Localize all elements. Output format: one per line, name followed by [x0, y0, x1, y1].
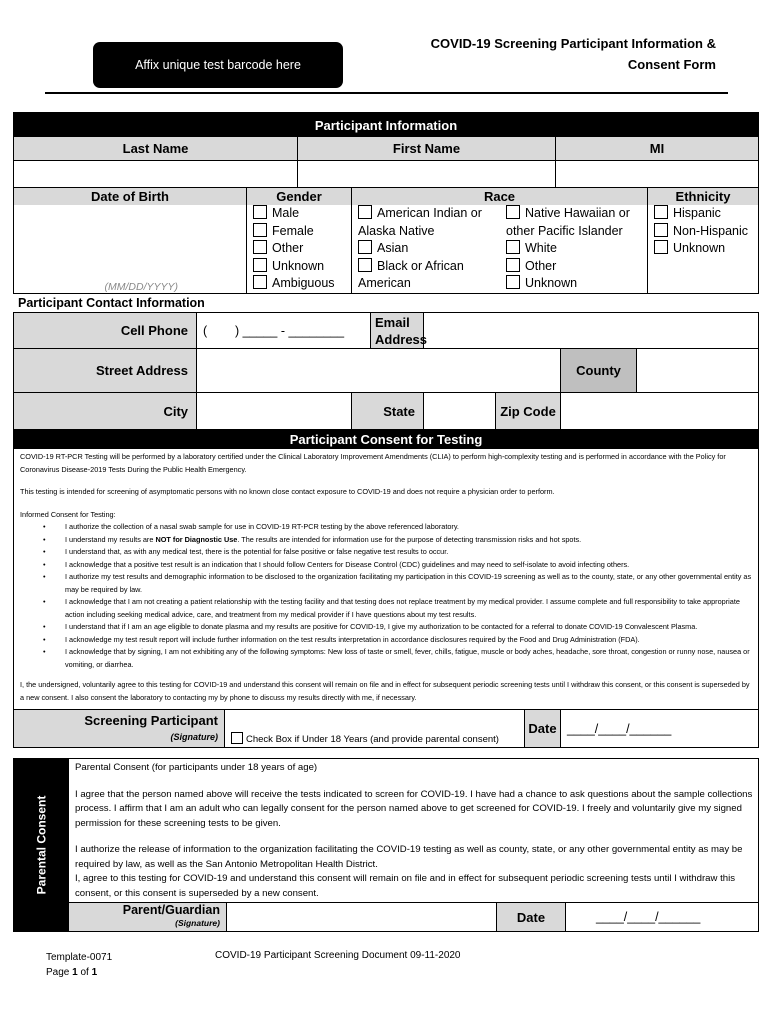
participant-date-field[interactable]: ____/____/______	[567, 721, 672, 736]
contact-info-table	[13, 312, 759, 430]
cell-phone-field[interactable]: ( ) _____ - ________	[197, 313, 371, 349]
city-field[interactable]	[197, 393, 352, 429]
contact-info-heading: Participant Contact Information	[18, 296, 205, 310]
gender-header: Gender	[247, 188, 352, 205]
race-options-col2	[506, 205, 648, 293]
dob-hint: (MM/DD/YYYY)	[104, 281, 178, 293]
email-label: Email Address	[371, 313, 424, 349]
list-item: • I acknowledge my test result report will include further information on the test results interpretation in accordance disclosures required by the Food and Drug Administration (FDA).	[65, 634, 754, 647]
race-options-col1	[358, 205, 506, 293]
form-title-line1: COVID-19 Screening Participant Information &	[430, 36, 716, 51]
consent-text	[20, 451, 754, 704]
race-option-asian[interactable]: Asian	[358, 240, 506, 258]
ethnicity-header: Ethnicity	[648, 188, 758, 205]
template-id: Template-0071	[46, 952, 113, 963]
checkbox[interactable]	[253, 223, 267, 237]
ethnicity-options	[654, 205, 758, 293]
gender-option-female[interactable]: Female	[253, 223, 351, 241]
dob-header: Date of Birth	[14, 188, 247, 205]
checkbox[interactable]	[253, 275, 267, 289]
participant-signature-row	[14, 709, 758, 747]
parental-para-1: I agree that the person named above will receive the tests indicated to screen for COVID-19. I have had a chance to ask questions about the sample collections process. I affirm that I am an adult who can legally consent for the person named above to get screened for COVID-19. I freely and voluntarily give my signed permission for these screening tests to be given.	[75, 788, 753, 829]
ethnicity-option-non-hispanic[interactable]: Non-Hispanic	[654, 223, 758, 241]
parental-consent-section	[13, 758, 759, 932]
list-item: • I acknowledge that a positive test result is an indication that I should follow Centers for Disease Control (CDC) guidelines and may need to self-isolate to avoid infecting others.	[65, 559, 754, 572]
state-field[interactable]	[424, 393, 496, 429]
county-field[interactable]	[637, 349, 758, 393]
last-name-header: Last Name	[14, 137, 298, 161]
gender-option-ambiguous[interactable]: Ambiguous	[253, 275, 351, 293]
list-item: • I understand that if I am an age eligible to donate plasma and my results are positive for COVID-19, I give my authorization to be contacted for a referral to donate COVID-19 Convalescent Plasma.	[65, 621, 754, 634]
parental-para-2: I authorize the release of information to the organization facilitating the COVID-19 testing as well as county, state, or any other governmental entity as may be required by law, as well as the San Antonio Metropolitan Health District.	[75, 844, 743, 870]
under-18-checkbox[interactable]	[231, 732, 243, 744]
county-label: County	[561, 349, 637, 393]
race-option-native-hawaiian[interactable]: Native Hawaiian or	[506, 205, 647, 223]
race-option-american-indian-cont: Alaska Native	[358, 223, 435, 238]
parental-signature-label: Parent/Guardian (Signature)	[69, 903, 227, 931]
consent-para-screening: This testing is intended for screening of asymptomatic persons with no known close contact exposure to COVID-19 and does not require a physician order to perform.	[20, 487, 555, 496]
gender-option-other[interactable]: Other	[253, 240, 351, 258]
participant-info-header: Participant Information	[14, 113, 758, 137]
race-option-american-indian[interactable]: American Indian or	[358, 205, 506, 223]
footer-document-name: COVID-19 Participant Screening Document 09-11-2020	[215, 950, 461, 961]
dob-field[interactable]	[14, 205, 247, 293]
zip-label: Zip Code	[496, 393, 561, 429]
race-option-other[interactable]: Other	[506, 258, 647, 276]
street-address-label: Street Address	[14, 349, 197, 393]
parental-signature-row	[69, 902, 758, 931]
gender-option-unknown[interactable]: Unknown	[253, 258, 351, 276]
race-option-native-hawaiian-cont: other Pacific Islander	[506, 223, 623, 238]
state-label: State	[352, 393, 424, 429]
list-item: • I understand my results are NOT for Diagnostic Use. The results are intended for information use for the purpose of detecting transmission risks and hot spots.	[65, 534, 754, 547]
first-name-header: First Name	[298, 137, 556, 161]
barcode-placeholder	[93, 42, 343, 88]
parental-date-field[interactable]: ____/____/______	[596, 910, 701, 924]
race-header: Race	[352, 188, 648, 205]
participant-date-label: Date	[525, 710, 561, 747]
gender-option-male[interactable]: Male	[253, 205, 351, 223]
consent-para-clia: COVID-19 RT-PCR Testing will be performed by a laboratory certified under the Clinical Laboratory Improvement Amendments (CLIA) to perform high-complexity testing and is performed in accordance with the Policy for Coronavirus Disease-2019 Tests During the Public Health Emergency.	[20, 452, 726, 474]
city-label: City	[14, 393, 197, 429]
race-option-black[interactable]: Black or African	[358, 258, 506, 276]
participant-info-table	[13, 112, 759, 294]
list-item: • I acknowledge that by signing, I am not exhibiting any of the following symptoms: New loss of taste or smell, fever, chills, fatigue, muscle or body aches, headache, sore throat, congestion or runny nose, nausea or vomiting, or diarrhea.	[65, 646, 754, 671]
parental-consent-sidebar	[14, 759, 69, 931]
parental-date-label: Date	[497, 903, 566, 931]
ethnicity-option-hispanic[interactable]: Hispanic	[654, 205, 758, 223]
parental-para-3: I, agree to this testing for COVID-19 and understand this consent will remain on file and in effect for subsequent periodic screening tests until I withdraw this consent, or this consent is superseded by a new consent.	[75, 873, 736, 899]
gender-options	[253, 205, 352, 293]
mi-field[interactable]	[556, 161, 758, 188]
race-option-white[interactable]: White	[506, 240, 647, 258]
last-name-field[interactable]	[14, 161, 298, 188]
race-option-black-cont: American	[358, 276, 411, 290]
list-item: • I authorize the collection of a nasal swab sample for use in COVID-19 RT-PCR testing by the above referenced laboratory.	[65, 521, 754, 534]
parental-consent-text	[75, 761, 755, 901]
parental-heading: Parental Consent (for participants under 18 years of age)	[75, 762, 318, 773]
email-field[interactable]	[424, 313, 758, 349]
form-title-line2: Consent Form	[627, 57, 716, 72]
mi-header: MI	[556, 137, 758, 161]
list-item: • I acknowledge that I am not creating a patient relationship with the testing facility and that testing does not replace treatment by my medical provider. I assume complete and full responsibility to take appropriate action including seeking medical advice, care, and treatment from my medical provider if I have questions about my test results.	[65, 596, 754, 621]
under-18-checkbox-row[interactable]: Check Box if Under 18 Years (and provide parental consent)	[231, 732, 499, 745]
consent-header: Participant Consent for Testing	[14, 430, 758, 449]
list-item: • I understand that, as with any medical test, there is the potential for false positive or false negative test results to occur.	[65, 546, 754, 559]
informed-consent-label: Informed Consent for Testing:	[20, 509, 116, 519]
header-divider	[45, 92, 728, 94]
barcode-label: Affix unique test barcode here	[135, 58, 301, 72]
consent-section	[13, 430, 759, 748]
participant-signature-field[interactable]	[225, 710, 525, 747]
checkbox[interactable]	[253, 240, 267, 254]
cell-phone-label: Cell Phone	[14, 313, 197, 349]
checkbox[interactable]	[253, 258, 267, 272]
consent-closing: I, the undersigned, voluntarily agree to this testing for COVID-19 and understand this consent will remain on file and in effect for subsequent periodic screening tests until I withdraw this consent, or this consent is superseded by a new consent. I also consent the laboratory to contacting my by phone to discuss my results directly with me, if necessary.	[20, 680, 750, 702]
footer-left	[46, 950, 112, 980]
participant-signature-label: Screening Participant (Signature)	[14, 710, 225, 747]
parental-consent-side-label: Parental Consent	[34, 795, 49, 895]
checkbox[interactable]	[253, 205, 267, 219]
page-number: Page 1 of 1	[46, 967, 98, 978]
consent-bullets	[65, 521, 754, 671]
first-name-field[interactable]	[298, 161, 556, 188]
parental-signature-field[interactable]	[227, 903, 497, 931]
street-address-field[interactable]	[197, 349, 561, 393]
form-title	[431, 33, 716, 75]
ethnicity-option-unknown[interactable]: Unknown	[654, 240, 758, 258]
list-item: • I authorize my test results and demographic information to be disclosed to the organization facilitating my participation in this COVID-19 screening as well as to the county, state, or any other governmental entity as may be required by law.	[65, 571, 754, 596]
zip-field[interactable]	[561, 393, 758, 429]
race-option-unknown[interactable]: Unknown	[506, 275, 647, 293]
